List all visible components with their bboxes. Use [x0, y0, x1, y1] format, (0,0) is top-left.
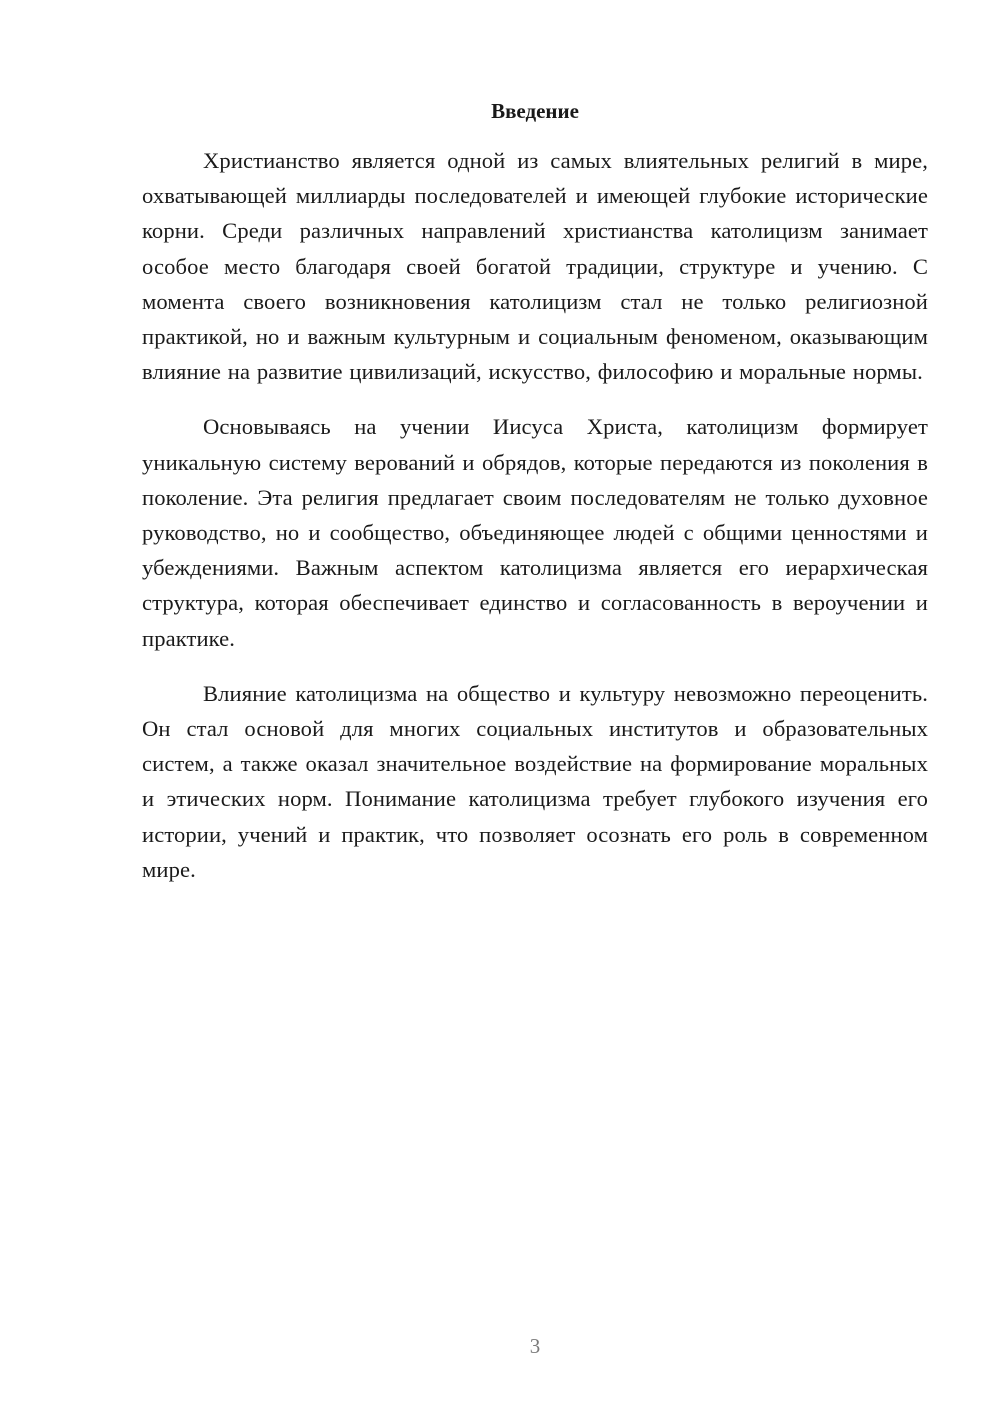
page-number: 3 [529, 1334, 541, 1358]
paragraph-1: Христианство является одной из самых влиятельных религий в мире, охватывающей миллиарды последователей и имеющей глубокие исторические корни. Среди различных направлений христианства католицизм занимает особое место благодаря своей богатой традиции, структуре и учению. С момента своего возникновения католицизм стал не только религиозной практикой, но и важным культурным и социальным феноменом, оказывающим влияние на развитие цивилизаций, искусство, философию и моральные нормы. [142, 148, 928, 385]
paragraph-2: Основываясь на учении Иисуса Христа, католицизм формирует уникальную систему верований и обрядов, которые передаются из поколения в поколение. Эта религия предлагает своим последователям не только духовное руководство, но и сообщество, объединяющее людей с общими ценностями и убеждениями. Важным аспектом католицизма является его иерархическая структура, которая обеспечивает единство и согласованность в вероучении и практике. [142, 414, 928, 651]
page-title: Введение [491, 99, 579, 123]
paragraph-3: Влияние католицизма на общество и культуру невозможно переоценить. Он стал основой для многих социальных институтов и образовательных систем, а также оказал значительное воздействие на формирование моральных и этических норм. Понимание католицизма требует глубокого изучения его истории, учений и практик, что позволяет осознать его роль в современном мире. [142, 680, 928, 882]
body-text [142, 143, 928, 907]
